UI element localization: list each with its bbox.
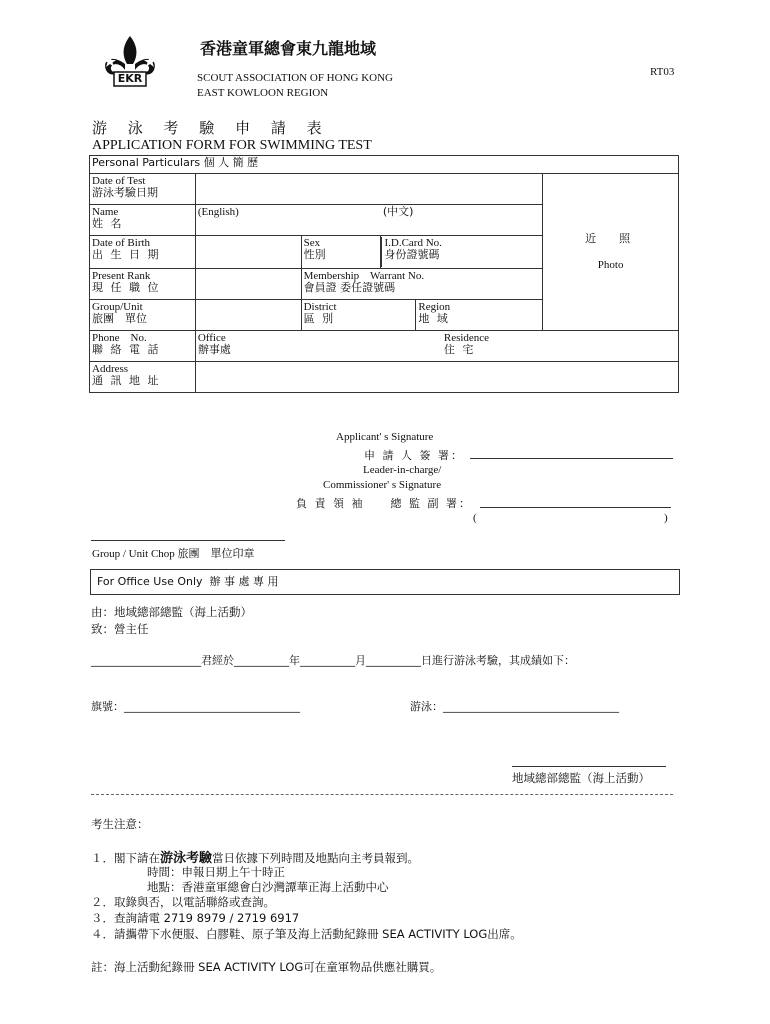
residence-phone-label: Residence 住 宅 — [443, 332, 490, 356]
unit-chop-label: Group / Unit Chop 旅團 單位印章 — [92, 548, 255, 560]
particulars-heading: Personal Particulars 個 人 簡 歷 — [90, 156, 679, 174]
paren-close: ) — [664, 512, 668, 524]
memo-from: 由：地域總部總監（海上活動） — [91, 605, 252, 619]
chop-line[interactable] — [91, 540, 285, 541]
name-chinese-hint: (中文) — [382, 205, 414, 218]
memo-signer: 地域總部總監（海上活動） — [512, 771, 650, 785]
rank-field[interactable] — [195, 269, 301, 300]
office-use-label: For Office Use Only 辦 事 處 專 用 — [97, 575, 279, 588]
phone-field[interactable] — [195, 331, 678, 362]
dob-field[interactable] — [195, 236, 301, 269]
logo-text: EKR — [117, 72, 143, 85]
header-en-line1: SCOUT ASSOCIATION OF HONG KONG — [197, 72, 393, 84]
name-english-hint: (English) — [197, 206, 239, 218]
group-field[interactable] — [195, 300, 301, 331]
date-of-test-label: Date of Test 游泳考驗日期 — [90, 174, 196, 205]
header-en-line2: EAST KOWLOON REGION — [197, 87, 329, 99]
address-label: Address 通 訊 地 址 — [90, 362, 196, 393]
district-cell[interactable]: District 區 別 — [301, 300, 416, 331]
note-1: １．閣下請在游泳考驗當日依據下列時間及地點向主考員報到。 — [91, 851, 420, 866]
notes-heading: 考生注意： — [91, 817, 149, 831]
memo-swim-result: 游泳：________________________________ — [410, 700, 619, 713]
leader-sig-zh: 負 責 領 袖 總 監 副 署： — [296, 497, 472, 510]
form-title-en: APPLICATION FORM FOR SWIMMING TEST — [92, 138, 372, 153]
office-phone-label: Office 辦事處 — [197, 332, 231, 356]
id-card-cell[interactable]: I.D.Card No. 身份證號碼 — [381, 236, 543, 269]
memo-sentence: ____________________君經於__________年__________月__________日進行游泳考驗，其成績如下： — [91, 654, 575, 667]
ekr-logo — [94, 34, 166, 96]
memo-to: 致：營主任 — [91, 622, 149, 636]
header-zh-title: 香港童軍總會東九龍地域 — [200, 39, 377, 58]
membership-cell[interactable]: Membership Warrant No. 會員證 委任證號碼 — [301, 269, 543, 300]
applicant-sig-zh: 申 請 人 簽 署： — [364, 449, 464, 462]
memo-signer-line[interactable] — [512, 766, 666, 767]
leader-sig-en1: Leader-in-charge/ — [363, 464, 442, 476]
note-1-place: 地點：香港童軍總會白沙灣譚華正海上活動中心 — [147, 880, 389, 894]
phone-label: Phone No. 聯 絡 電 話 — [90, 331, 196, 362]
note-2: ２．取錄與否，以電話聯絡或查詢。 — [91, 895, 275, 909]
cut-line — [91, 794, 673, 795]
group-label: Group/Unit 旅團 單位 — [90, 300, 196, 331]
rank-label: Present Rank 現 任 職 位 — [90, 269, 196, 300]
name-field[interactable] — [195, 205, 542, 236]
applicant-sig-en: Applicant' s Signature — [336, 431, 434, 443]
date-of-test-field[interactable] — [195, 174, 542, 205]
leader-sig-line[interactable] — [480, 507, 671, 508]
name-label: Name 姓 名 — [90, 205, 196, 236]
region-cell[interactable]: Region 地 域 — [416, 300, 543, 331]
personal-particulars-table — [89, 155, 679, 393]
dob-label: Date of Birth 出 生 日 期 — [90, 236, 196, 269]
remark: 註：海上活動紀錄冊 SEA ACTIVITY LOG可在童軍物品供應社購買。 — [91, 960, 442, 974]
note-1-bold: 游泳考驗 — [160, 851, 213, 866]
photo-box: 近 照 Photo — [543, 174, 679, 331]
fleur-de-lis-icon — [94, 34, 166, 96]
office-use-box — [90, 569, 680, 595]
address-field[interactable] — [195, 362, 678, 393]
form-code: RT03 — [650, 66, 675, 78]
leader-sig-en2: Commissioner' s Signature — [323, 479, 442, 491]
sex-cell[interactable]: Sex 性別 — [301, 236, 381, 269]
applicant-sig-line[interactable] — [470, 458, 673, 459]
form-title-zh: 游 泳 考 驗 申 請 表 — [92, 119, 330, 137]
note-3: ３．查詢請電 2719 8979 / 2719 6917 — [91, 911, 300, 925]
note-1-time: 時間：申報日期上午十時正 — [147, 865, 285, 879]
note-4: ４．請攜帶下水便服、白膠鞋、原子筆及海上活動紀錄冊 SEA ACTIVITY LOG出席。 — [91, 927, 522, 941]
paren-open: ( — [473, 512, 477, 524]
memo-flag-result: 旗號：________________________________ — [91, 700, 300, 713]
